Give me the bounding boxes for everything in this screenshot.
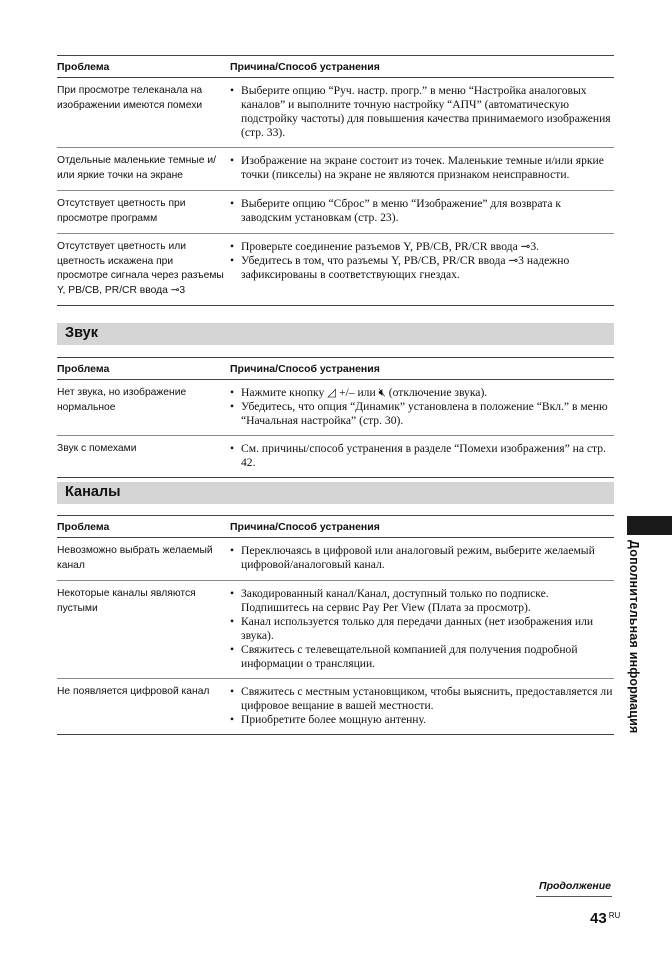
problem-cell: Некоторые каналы являются пустыми bbox=[57, 588, 196, 614]
solution-item: • Убедитесь, что опция “Динамик” установлена в положение “Вкл.” в меню “Начальная настройка” (стр. 30). bbox=[230, 400, 614, 428]
table-row bbox=[57, 679, 614, 735]
solution-item: • Закодированный канал/Канал, доступный только по подписке. Подпишитесь на сервис Pay Per View (Плата за просмотр). bbox=[230, 587, 614, 615]
side-section-label: Дополнительная информация bbox=[627, 540, 641, 734]
solution-item: • Выберите опцию “Сброс” в меню “Изображение” для возврата к заводским установкам (стр. 23). bbox=[230, 197, 614, 225]
solution-item: • Приобретите более мощную антенну. bbox=[230, 713, 614, 727]
solution-item: • Нажмите кнопку ◿ +/– или 🔇︎ (отключение звука). bbox=[230, 386, 614, 400]
problem-cell: Невозможно выбрать желаемый канал bbox=[57, 545, 213, 571]
solution-item: • Канал используется только для передачи данных (нет изображения или звука). bbox=[230, 615, 614, 643]
section-title: Звук bbox=[65, 325, 98, 341]
solution-item: • См. причины/способ устранения в разделе “Помехи изображения” на стр. 42. bbox=[230, 442, 614, 470]
table-header bbox=[57, 515, 614, 538]
solution-item: • Свяжитесь с телевещательной компанией для получения подробной информации о трансляции. bbox=[230, 643, 614, 671]
problem-cell: Отсутствует цветность или цветность искажена при просмотре сигнала через разъемы Y, PB/CB, PR/CR ввода ⊸3 bbox=[57, 241, 224, 296]
header-solution: Причина/Способ устранения bbox=[230, 520, 380, 533]
side-tab-marker bbox=[627, 516, 672, 535]
continued-label: Продолжение bbox=[539, 880, 611, 892]
header-problem: Проблема bbox=[57, 60, 110, 73]
solution-item: • Переключаясь в цифровой или аналоговый режим, выберите желаемый цифровой/аналоговый канал. bbox=[230, 544, 614, 572]
problem-cell: Не появляется цифровой канал bbox=[57, 686, 210, 697]
table-row bbox=[57, 148, 614, 191]
solution-item: • Проверьте соединение разъемов Y, PB/CB, PR/CR ввода ⊸3. bbox=[230, 240, 614, 254]
picture-table bbox=[57, 55, 614, 306]
section-heading-channels bbox=[57, 482, 614, 504]
solution-item: • Убедитесь в том, что разъемы Y, PB/CB, PR/CR ввода ⊸3 надежно зафиксированы в соответствующих гнездах. bbox=[230, 254, 614, 282]
table-row bbox=[57, 234, 614, 306]
language-code: RU bbox=[608, 911, 621, 920]
channels-table bbox=[57, 515, 614, 735]
solution-item: • Свяжитесь с местным установщиком, чтобы выяснить, предоставляется ли цифровое вещание в вашей местности. bbox=[230, 685, 614, 713]
table-row bbox=[57, 380, 614, 436]
page-number: 43 $^{RU}$ bbox=[590, 910, 621, 927]
problem-cell: При просмотре телеканала на изображении имеются помехи bbox=[57, 85, 203, 111]
header-problem: Проблема bbox=[57, 520, 110, 533]
solution-item: • Выберите опцию “Руч. настр. прогр.” в меню “Настройка аналоговых каналов” и выполните точную настройку “АПЧ” (автоматическую подстройку частоты) для повышения качества принимаемого изображения (стр. 33). bbox=[230, 84, 614, 140]
solution-item: • Изображение на экране состоит из точек. Маленькие темные и/или яркие точки (пикселы) на экране не являются признаком неисправности. bbox=[230, 154, 614, 182]
sound-table bbox=[57, 357, 614, 478]
header-problem: Проблема bbox=[57, 362, 110, 375]
table-row bbox=[57, 581, 614, 679]
header-solution: Причина/Способ устранения bbox=[230, 60, 380, 73]
section-heading-sound bbox=[57, 323, 614, 345]
table-row bbox=[57, 78, 614, 148]
divider bbox=[536, 896, 612, 897]
table-header bbox=[57, 357, 614, 380]
table-row bbox=[57, 436, 614, 478]
table-row bbox=[57, 191, 614, 234]
header-solution: Причина/Способ устранения bbox=[230, 362, 380, 375]
problem-cell: Нет звука, но изображение нормальное bbox=[57, 387, 187, 413]
section-title: Каналы bbox=[65, 484, 121, 500]
problem-cell: Звук с помехами bbox=[57, 443, 137, 454]
table-row bbox=[57, 538, 614, 581]
problem-cell: Отдельные маленькие темные и/или яркие точки на экране bbox=[57, 155, 216, 181]
table-header bbox=[57, 55, 614, 78]
problem-cell: Отсутствует цветность при просмотре программ bbox=[57, 198, 186, 224]
